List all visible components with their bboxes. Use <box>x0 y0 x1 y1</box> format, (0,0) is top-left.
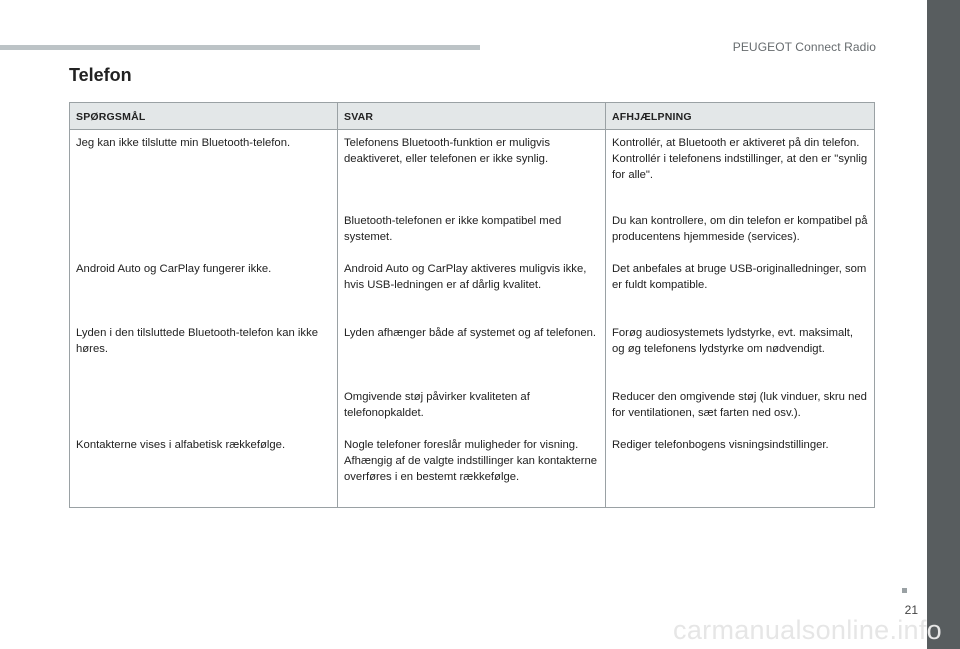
answer-cell: Nogle telefoner foreslår muligheder for visning. Afhængig af de valgte indstillinger kan kontakterne overføres i en bestemt rækkefølge. <box>338 432 606 508</box>
running-head: PEUGEOT Connect Radio <box>732 40 876 54</box>
solution-cell: Rediger telefonbogens visningsindstillinger. <box>606 432 875 508</box>
solution-cell: Du kan kontrollere, om din telefon er kompatibel på producentens hjemmeside (services). <box>606 208 875 256</box>
continuation-marker-icon <box>902 588 907 593</box>
answer-cell: Bluetooth-telefonen er ikke kompatibel med systemet. <box>338 208 606 256</box>
solution-text: Kontrollér, at Bluetooth er aktiveret på din telefon. Kontrollér i telefonens indstillinger, at den er "synlig for alle". <box>612 137 868 181</box>
question-cell: Lyden i den tilsluttede Bluetooth-telefon kan ikke høres. <box>70 320 338 432</box>
header-rule <box>0 45 480 50</box>
troubleshooting-table <box>69 102 875 508</box>
page-number: 21 <box>904 603 918 617</box>
column-header-answer: SVAR <box>338 103 606 130</box>
table-row <box>70 256 875 320</box>
question-cell: Kontakterne vises i alfabetisk rækkefølge. <box>70 432 338 508</box>
page-edge-band <box>927 0 960 649</box>
answer-cell: Lyden afhænger både af systemet og af telefonen. <box>338 320 606 384</box>
column-header-question: SPØRGSMÅL <box>70 103 338 130</box>
answer-cell: Telefonens Bluetooth-funktion er muligvis deaktiveret, eller telefonen er ikke synlig. <box>338 130 606 209</box>
watermark: carmanualsonline.info <box>673 615 942 645</box>
page-title: Telefon <box>69 65 132 85</box>
question-cell: Jeg kan ikke tilslutte min Bluetooth-telefon. <box>70 130 338 257</box>
solution-cell: Det anbefales at bruge USB-originalledninger, som er fuldt kompatible. <box>606 256 875 320</box>
question-cell: Android Auto og CarPlay fungerer ikke. <box>70 256 338 320</box>
solution-cell: Reducer den omgivende støj (luk vinduer, skru ned for ventilationen, sæt farten ned osv.). <box>606 384 875 432</box>
table-row <box>70 320 875 384</box>
answer-cell: Android Auto og CarPlay aktiveres muligvis ikke, hvis USB-ledningen er af dårlig kvalitet. <box>338 256 606 320</box>
table-header-row <box>70 103 875 130</box>
table-row <box>70 130 875 209</box>
table-row <box>70 432 875 508</box>
solution-cell <box>606 130 875 209</box>
column-header-solution: AFHJÆLPNING <box>606 103 875 130</box>
answer-cell: Omgivende støj påvirker kvaliteten af telefonopkaldet. <box>338 384 606 432</box>
solution-cell: Forøg audiosystemets lydstyrke, evt. maksimalt, og øg telefonens lydstyrke om nødvendigt. <box>606 320 875 384</box>
